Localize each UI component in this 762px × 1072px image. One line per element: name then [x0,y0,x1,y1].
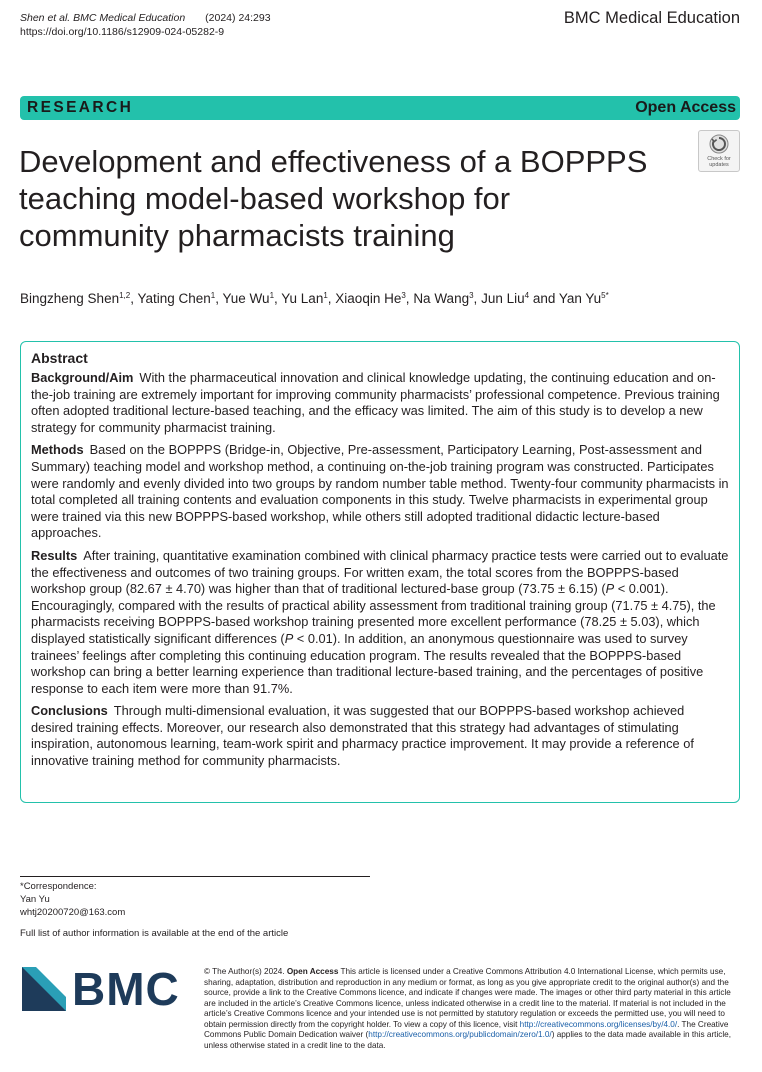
open-access-term: Open Access [286,967,339,976]
article-citation [20,11,271,39]
article-type-label: RESEARCH [27,99,134,116]
bmc-logo[interactable] [22,963,184,1015]
abstract-box [20,341,740,803]
abstract-background: Background/Aim With the pharmaceutical innovation and clinical knowledge updating, the continuing education and on-the-job training are extremely important for improving community pharmacists’ professional competence. Previous training often adopted traditional lecture-based teaching, and the efficacy was limited. The aim of this study is to develop a new strategy for community pharmacist training. [31,370,720,435]
article-title: Development and effectiveness of a BOPPPS teaching model-based workshop for community pharmacists training [19,144,648,253]
author[interactable]: Bingzheng Shen$^{1,2}$ [20,291,131,306]
abstract-methods: Methods Based on the BOPPPS (Bridge-in, Objective, Pre-assessment, Participatory Learning, Post-assessment and Summary) teaching model and workshop method, a continuing on-the-job training program was constructed. Participates were randomly and evenly divided into two groups by random number table method. Twenty-four community pharmacists in total completed all training contents and evaluation components in this study. Twelve pharmacists in experimental group were trained via this new BOPPPS-based workshop, while others still adopted traditional didactic lecture-based approaches. [31,442,729,541]
journal-name: BMC Medical Education [563,9,740,27]
section-head-results: Results [31,547,78,563]
license-link[interactable]: http://creativecommons.org/licenses/by/4.0/ [519,1019,678,1029]
open-access-label: Open Access [635,99,736,116]
public-domain-link[interactable]: http://creativecommons.org/publicdomain/zero/1.0/ [368,1030,552,1039]
badge-text: Check for updates [707,156,731,168]
bmc-logo-icon [22,967,66,1011]
abstract-conclusions: Conclusions Through multi-dimensional evaluation, it was suggested that our BOPPPS-based workshop achieved desired training effects. Moreover, our research also demonstrated that this strategy had advantages of stimulating inspiration, autonomous learning, team-work spirit and pharmacy practice improvement. It may provide a reference of innovative training method for community pharmacists. [31,703,694,769]
author[interactable]: Yue Wu$^1$ [222,291,275,306]
author[interactable]: Na Wang$^3$ [413,291,474,306]
correspondence-name: Yan Yu [20,894,50,905]
footnote-divider [20,876,370,877]
author-info-note: Full list of author information is available at the end of the article [20,928,289,939]
abstract-results: Results After training, quantitative examination combined with clinical pharmacy practice tests were carried out to evaluate the effectiveness and outcomes of two training groups. For written exam, the total scores from the BOPPPS-based workshop group (82.67 ± 4.70) was higher than that of traditional lectured-base group (73.75 ± 6.15) (P < 0.001). Encouragingly, compared with the results of practical ability assessment from traditional training group (71.75 ± 4.75), the pharmacists receiving BOPPPS-based workshop training presented more excellent performance (78.25 ± 5.03), which displayed statistically significant differences (P < 0.01). In addition, an anonymous questionnaire was used to survey trainees’ feelings after completing this continuing education program. The results revealed that the BOPPPS-based workshop can bring a better learning experience than traditional lecture-based training, and the percentages of positive response to each item were more than 91.7%. [31,547,729,696]
article-type-banner [20,96,740,120]
author[interactable]: Xiaoqin He$^3$ [335,291,406,306]
section-head-conclusions: Conclusions [31,703,108,719]
correspondence-email[interactable]: whtj20200720@163.com [20,907,126,918]
citation-year: (2024) 24:293 [205,12,271,24]
citation-journal: Shen et al. BMC Medical Education [20,12,186,24]
abstract-heading: Abstract [31,350,88,366]
correspondence-block [20,880,125,919]
license-statement: © The Author(s) 2024. Open Access This article is licensed under a Creative Commons Attribution 4.0 International License, which permits use, sharing, adaptation, distribution and reproduction in any medium or format, as long as you give appropriate credit to the original author(s) and the source, provide a link to the Creative Commons licence, and indicate if changes were made. The images or other third party material in this article are included in the article’s Creative Commons licence, unless indicated otherwise in a credit line to the material. If material is not included in the article’s Creative Commons licence and your intended use is not permitted by statutory regulation or exceeds the permitted use, you will need to obtain permission directly from the copyright holder. To view a copy of this licence, visit http://creativecommons.org/licenses/by/4.0/. The Creative Commons Public Domain Dedication waiver (http://creativecommons.org/publicdomain/zero/1.0/) applies to the data made available in this article, unless otherwise stated in a credit line to the data. [204,967,732,1050]
doi-link[interactable]: https://doi.org/10.1186/s12909-024-05282-9 [20,26,225,38]
section-head-background: Background/Aim [31,370,134,385]
author[interactable]: Yan $Yu^{5*}$ [558,291,609,306]
correspondence-label: *Correspondence: [20,881,97,892]
author-list: Bingzheng Shen$^{1,2}$, Yating Chen$^1$, Yue Wu$^1$, Yu Lan$^1$, Xiaoqin He$^3$, Na Wang$^3$, Jun Liu$^4$ and Yan $Yu^{5*}$ [20,291,609,306]
bmc-logo-text: BMC [72,963,180,1015]
section-head-methods: Methods [31,442,84,458]
author[interactable]: Yating Chen$^1$ [137,291,216,306]
author[interactable]: Jun Liu$^4$ [481,291,530,306]
refresh-icon [709,134,729,154]
check-for-updates-badge[interactable] [698,130,740,172]
author[interactable]: Yu Lan$^1$ [281,291,328,306]
